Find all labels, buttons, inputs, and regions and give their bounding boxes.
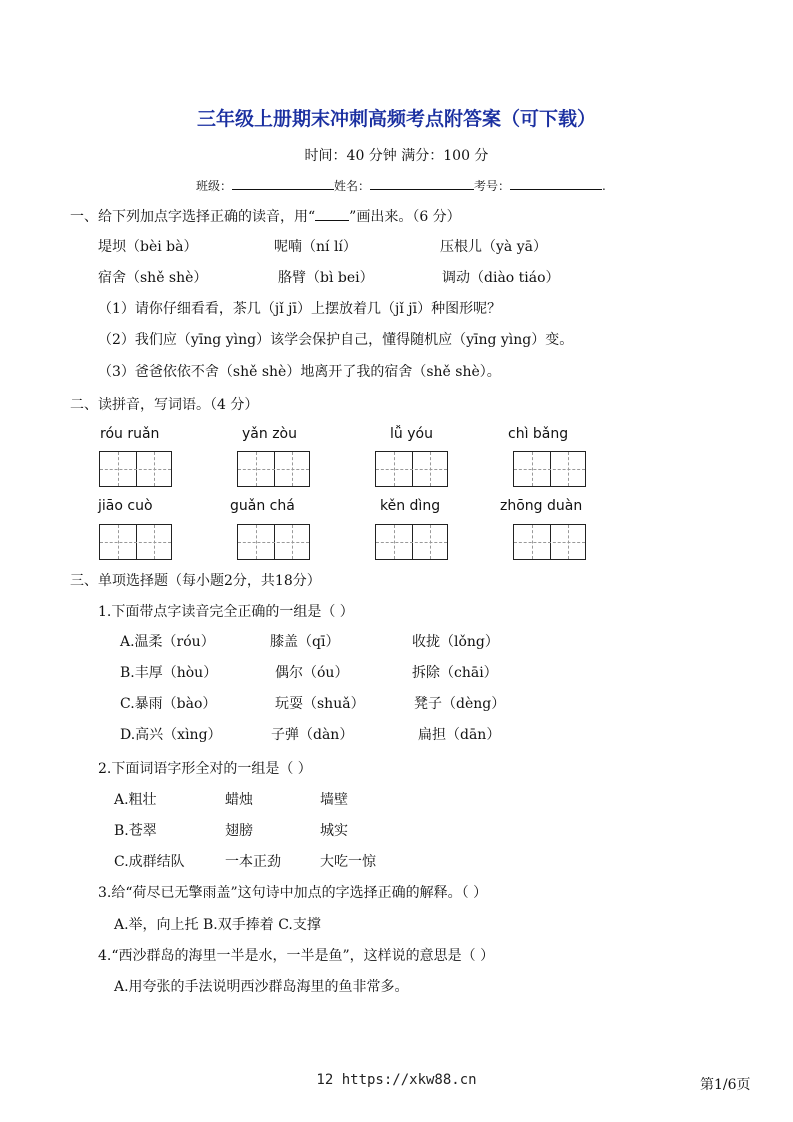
option-item: 墙壁 — [320, 792, 348, 808]
s1-r1-item: 堤坝（bèi bà） — [98, 239, 198, 255]
option-item: 翅膀 — [225, 823, 253, 839]
option-item: 一本正劲 — [225, 854, 281, 870]
s1-r2-item: 胳臂（bì bei） — [278, 270, 374, 286]
footer-url: 12 https://xkw88.cn — [316, 1072, 477, 1088]
writing-box[interactable] — [99, 524, 172, 560]
name-label: 姓名： — [334, 179, 371, 193]
q2-row-c — [0, 851, 793, 871]
option-item: D.高兴（xìng） — [120, 727, 222, 743]
field-end: . — [602, 179, 606, 193]
option-item: 蜡烛 — [225, 792, 253, 808]
option-item: 子弹（dàn） — [271, 727, 354, 743]
section-1-heading-a: 一、给下列加点字选择正确的读音，用“ — [70, 209, 316, 225]
writing-box[interactable] — [237, 524, 310, 560]
pinyin-label: kěn dìng — [380, 498, 441, 514]
writing-box[interactable] — [99, 451, 172, 487]
s1-r1-item: 压根儿（yà yā） — [440, 239, 547, 255]
section-1-row-2 — [0, 267, 793, 287]
page-number: 第1/6页 — [700, 1077, 751, 1093]
q1-stem: 1.下面带点字读音完全正确的一组是（ ） — [98, 604, 354, 620]
student-fields — [196, 177, 606, 194]
pinyin-label: jiāo cuò — [98, 498, 153, 514]
option-item: 凳子（dèng） — [414, 696, 506, 712]
section-1-heading-b: ”画出来。（6 分） — [349, 209, 461, 225]
q1-row-c — [0, 693, 793, 713]
pinyin-label: lǚ yóu — [390, 426, 433, 442]
option-item: 扁担（dān） — [418, 727, 501, 743]
q3-options: A.举，向上托 B.双手捧着 C.支撑 — [114, 917, 321, 933]
page-title: 三年级上册期末冲刺高频考点附答案（可下载） — [196, 108, 596, 130]
option-item: 城实 — [320, 823, 348, 839]
option-item: 膝盖（qī） — [270, 634, 340, 650]
q4-stem: 4.“西沙群岛的海里一半是水，一半是鱼”，这样说的意思是（ ） — [98, 948, 495, 964]
q1-row-a — [0, 631, 793, 651]
pinyin-label: yǎn zòu — [242, 426, 297, 442]
writing-box[interactable] — [513, 524, 586, 560]
number-label: 考号： — [474, 179, 511, 193]
option-item: 收拢（lǒng） — [412, 634, 499, 650]
option-item: 大吃一惊 — [320, 854, 376, 870]
class-blank — [232, 177, 334, 190]
section-1-heading — [70, 206, 461, 226]
section-3-heading: 三、单项选择题（每小题2分，共18分） — [70, 573, 321, 589]
exam-meta: 时间：40 分钟 满分：100 分 — [304, 148, 489, 164]
writing-box[interactable] — [375, 451, 448, 487]
writing-box[interactable] — [375, 524, 448, 560]
q3-stem: 3.给“荷尽已无擎雨盖”这句诗中加点的字选择正确的解释。（ ） — [98, 885, 488, 901]
s1-r2-item: 宿舍（shě shè） — [98, 270, 208, 286]
option-item: A.粗壮 — [114, 792, 157, 808]
option-item: B.苍翠 — [114, 823, 157, 839]
pinyin-label: zhōng duàn — [500, 498, 583, 514]
q1-row-d — [0, 724, 793, 744]
q1-row-b — [0, 662, 793, 682]
q4-option-a: A.用夸张的手法说明西沙群岛海里的鱼非常多。 — [114, 979, 409, 995]
section-2-heading: 二、读拼音，写词语。（4 分） — [70, 397, 259, 413]
q2-stem: 2.下面词语字形全对的一组是（ ） — [98, 761, 312, 777]
option-item: 偶尔（óu） — [275, 665, 349, 681]
underline-mark — [315, 208, 349, 221]
option-item: C.暴雨（bào） — [120, 696, 217, 712]
class-label: 班级： — [196, 179, 233, 193]
q2-row-a — [0, 789, 793, 809]
option-item: C.成群结队 — [114, 854, 185, 870]
pinyin-label: chì bǎng — [508, 426, 569, 442]
q2-row-b — [0, 820, 793, 840]
writing-box[interactable] — [513, 451, 586, 487]
option-item: 拆除（chāi） — [412, 665, 498, 681]
name-blank — [370, 177, 474, 190]
s1-question-3: （3）爸爸依依不舍（shě shè）地离开了我的宿舍（shě shè）。 — [98, 364, 501, 380]
s1-r2-item: 调动（diào tiáo） — [442, 270, 560, 286]
s1-question-2: （2）我们应（yīng yìng）该学会保护自己，懂得随机应（yīng yìng）变。 — [98, 332, 574, 348]
section-1-row-1 — [0, 236, 793, 256]
number-blank — [510, 177, 602, 190]
s1-r1-item: 呢喃（ní lí） — [274, 239, 357, 255]
s1-question-1: （1）请你仔细看看，茶几（jǐ jī）上摆放着几（jǐ jī）种图形呢？ — [98, 301, 502, 317]
writing-box[interactable] — [237, 451, 310, 487]
option-item: B.丰厚（hòu） — [120, 665, 218, 681]
pinyin-label: guǎn chá — [230, 498, 295, 514]
option-item: A.温柔（róu） — [120, 634, 215, 650]
pinyin-label: róu ruǎn — [100, 426, 160, 442]
option-item: 玩耍（shuǎ） — [275, 696, 365, 712]
